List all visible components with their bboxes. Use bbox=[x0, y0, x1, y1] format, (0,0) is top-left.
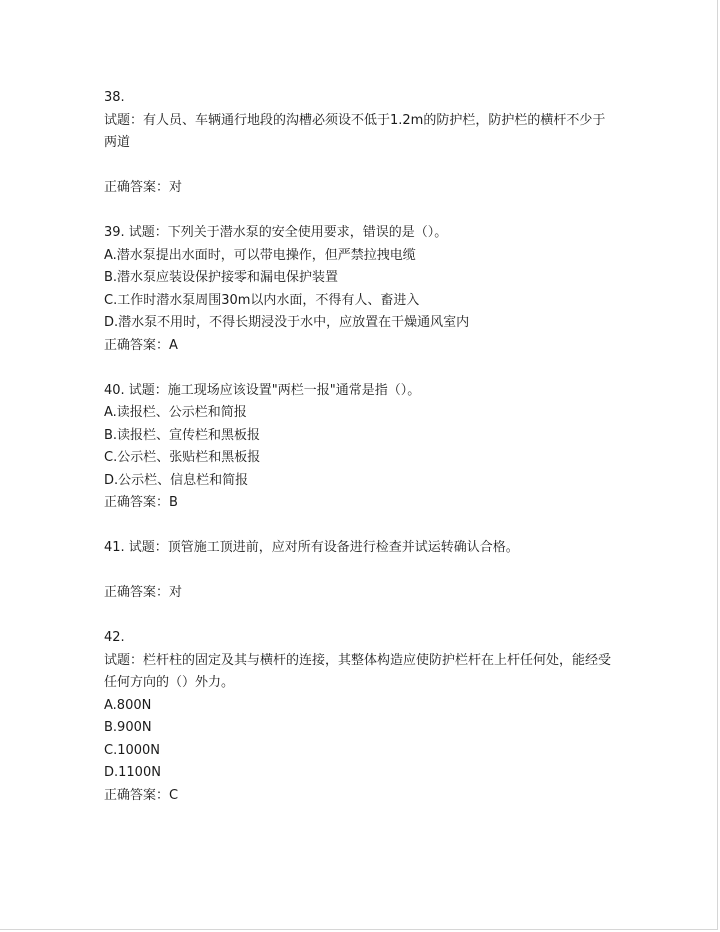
option-a: A.潜水泵提出水面时，可以带电操作，但严禁拉拽电缆 bbox=[104, 247, 416, 263]
correct-answer: 正确答案：C bbox=[104, 787, 179, 803]
option-d: D.1100N bbox=[104, 765, 161, 780]
question-number: 42. bbox=[104, 630, 125, 645]
option-b: B.潜水泵应装设保护接零和漏电保护装置 bbox=[104, 270, 339, 285]
correct-answer: 正确答案：A bbox=[104, 337, 178, 353]
question-number: 38. bbox=[104, 90, 125, 105]
option-d: D.公示栏、信息栏和简报 bbox=[104, 472, 249, 488]
correct-answer: 正确答案：对 bbox=[104, 180, 183, 195]
question-stem: 41. 试题：顶管施工顶进前，应对所有设备进行检查并试运转确认合格。 bbox=[104, 540, 519, 555]
question-38 bbox=[104, 87, 624, 200]
question-stem-continued: 两道 bbox=[104, 135, 131, 150]
option-c: C.1000N bbox=[104, 742, 161, 758]
option-b: B.读报栏、宣传栏和黑板报 bbox=[104, 427, 261, 443]
question-40 bbox=[104, 380, 624, 515]
option-a: A.800N bbox=[104, 697, 152, 713]
question-list bbox=[104, 87, 624, 807]
question-stem: 40. 试题：施工现场应该设置"两栏一报"通常是指（）。 bbox=[104, 382, 421, 398]
option-b: B.900N bbox=[104, 720, 152, 735]
option-d: D.潜水泵不用时，不得长期浸没于水中，应放置在干燥通风室内 bbox=[104, 315, 470, 330]
option-a: A.读报栏、公示栏和简报 bbox=[104, 405, 247, 420]
correct-answer: 正确答案：B bbox=[104, 495, 178, 510]
question-39 bbox=[104, 222, 624, 357]
question-42 bbox=[104, 627, 624, 807]
correct-answer: 正确答案：对 bbox=[104, 585, 183, 600]
option-c: C.工作时潜水泵周围30m以内水面，不得有人、畜进入 bbox=[104, 292, 420, 308]
question-stem: 39. 试题：下列关于潜水泵的安全使用要求，错误的是（）。 bbox=[104, 225, 448, 240]
question-stem: 试题：栏杆柱的固定及其与横杆的连接，其整体构造应使防护栏杆在上杆任何处，能经受 bbox=[104, 652, 612, 668]
question-41 bbox=[104, 537, 624, 605]
question-stem-continued: 任何方向的（）外力。 bbox=[104, 675, 235, 690]
question-stem: 试题：有人员、车辆通行地段的沟槽必须设不低于1.2m的防护栏，防护栏的横杆不少于 bbox=[104, 112, 606, 128]
option-c: C.公示栏、张贴栏和黑板报 bbox=[104, 450, 261, 465]
